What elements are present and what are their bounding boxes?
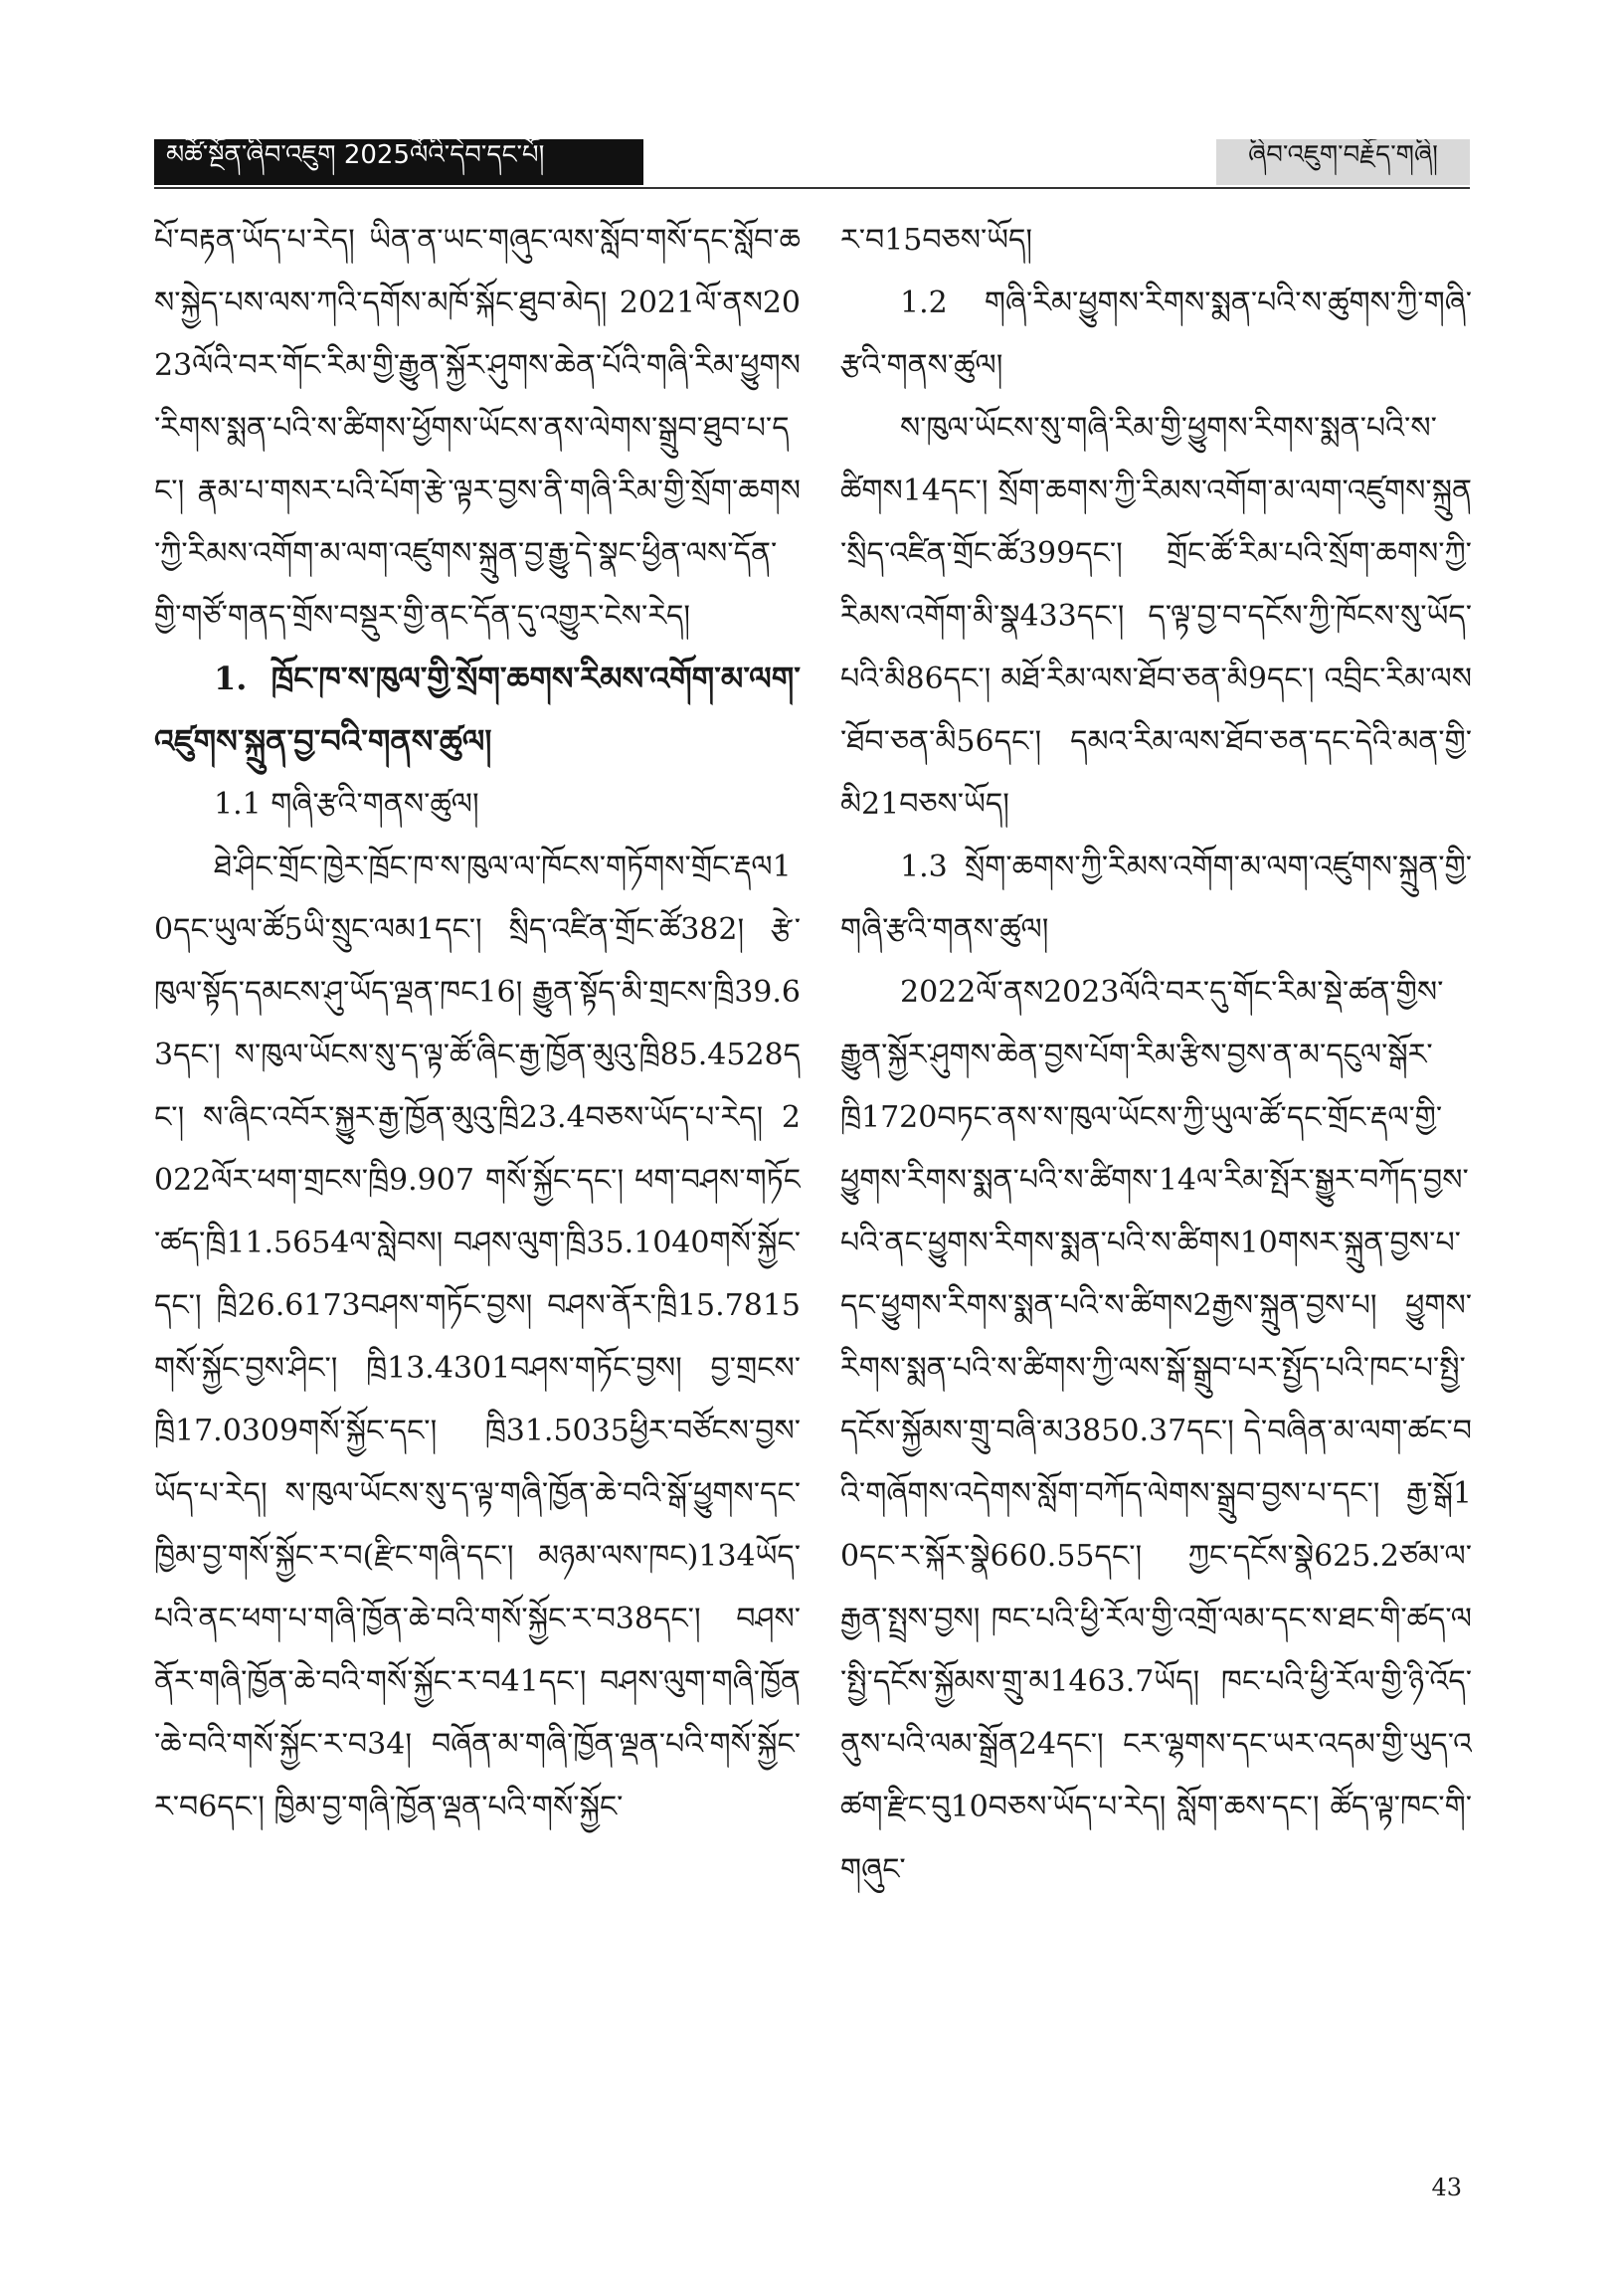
right-column <box>840 209 1472 2119</box>
subsection-heading: 1.2 གཞི་རིམ་ཕྱུགས་རིགས་སྨན་པའི་ས་ཚུགས་ཀྱི་གཞི་རྩའི་གནས་ཚུལ། <box>840 285 1472 383</box>
section-title-banner <box>1216 139 1470 185</box>
journal-title: མཚོ་སྔོན་ཞིབ་འཇུག 2025ལོའི་དེབ་དང་པོ། <box>166 139 545 170</box>
body-paragraph: ར་བ15བཅས་ཡོད། <box>840 223 1033 258</box>
subsection-heading: 1.3 སྲོག་ཆགས་ཀྱི་རིམས་འགོག་མ་ལག་འཛུགས་སྐྲུན་གྱི་གཞི་རྩའི་གནས་ཚུལ། <box>840 850 1472 947</box>
header-divider <box>154 187 1470 189</box>
left-column <box>154 209 801 2119</box>
body-paragraph: ཐེ་ཤིང་གྲོང་ཁྱེར་ཁྲོང་ཁ་ས་ཁུལ་ལ་ཁོངས་གཏོགས་གྲོང་རྡལ10དང་ཡུལ་ཚོ5ཡི་སྲུང་ལམ1དང་། སྲིད་འཛིན་གྲོང་ཚོ382། རྩེ་ཁུལ་སྟོད་དམངས་ཤུ་ཡོད་ལྡན་ཁང16། རྒྱུན་སྟོད་མི་གྲངས་ཁྲི39.63དང་། ས་ཁུལ་ཡོངས་སུ་ད་ལྟ་ཚོ་ཞིང་རྒྱ་ཁྱོན་མུའུ་ཁྲི85.4528དང་། ས་ཞིང་འབོར་སྐྱུར་རྒྱ་ཁྱོན་མུའུ་ཁྲི23.4བཅས་ཡོད་པ་རེད། 2022ལོར་ཕག་གྲངས་ཁྲི9.907 གསོ་སྐྱོང་དང་། ཕག་བཤས་གཏོང་ཚད་ཁྲི11.5654ལ་སླེབས། བཤས་ལུག་ཁྲི35.1040གསོ་སྐྱོང་དང་། ཁྲི26.6173བཤས་གཏོང་བྱས། བཤས་ནོར་ཁྲི15.7815གསོ་སྐྱོང་བྱས་ཤིང་། ཁྲི13.4301བཤས་གཏོང་བྱས། བྱ་གྲངས་ཁྲི17.0309གསོ་སྐྱོང་དང་། ཁྲི31.5035ཕྱིར་བཙོངས་བྱས་ཡོད་པ་རེད། ས་ཁུལ་ཡོངས་སུ་ད་ལྟ་གཞི་ཁྱོན་ཆེ་བའི་སྒོ་ཕྱུགས་དང་ཁྱིམ་བྱ་གསོ་སྐྱོང་ར་བ(རྫིང་གཞི་དང་། མཉམ་ལས་ཁང)134ཡོད་པའི་ནང་ཕག་པ་གཞི་ཁྱོན་ཆེ་བའི་གསོ་སྐྱོང་ར་བ38དང་། བཤས་ནོར་གཞི་ཁྱོན་ཆེ་བའི་གསོ་སྐྱོང་ར་བ41དང་། བཤས་ལུག་གཞི་ཁྱོན་ཆེ་བའི་གསོ་སྐྱོང་ར་བ34། བཞོན་མ་གཞི་ཁྱོན་ལྡན་པའི་གསོ་སྐྱོང་ར་བ6དང་། ཁྱིམ་བྱ་གཞི་ཁྱོན་ལྡན་པའི་གསོ་སྐྱོང་ <box>154 850 801 1824</box>
body-paragraph: ས་ཁུལ་ཡོངས་སུ་གཞི་རིམ་གྱི་ཕྱུགས་རིགས་སྨན་པའི་ས་ཚིགས14དང་། སྲོག་ཆགས་ཀྱི་རིམས་འགོག་མ་ལག་འཛུགས་སྐྲུན་སྲིད་འཛིན་གྲོང་ཚོ399དང་། གྲོང་ཚོ་རིམ་པའི་སྲོག་ཆགས་ཀྱི་རིམས་འགོག་མི་སྣ433དང་། ད་ལྟ་བྱ་བ་དངོས་ཀྱི་ཁོངས་སུ་ཡོད་པའི་མི86དང་། མཐོ་རིམ་ལས་ཐོབ་ཅན་མི9དང་། འབྲིང་རིམ་ལས་ཐོབ་ཅན་མི56དང་། དམའ་རིམ་ལས་ཐོབ་ཅན་དང་དེའི་མན་གྱི་མི21བཅས་ཡོད། <box>840 411 1472 822</box>
page-header <box>154 139 1470 191</box>
journal-title-banner <box>154 139 643 185</box>
page-number: 43 <box>1431 2174 1462 2201</box>
section-title: ཞིབ་འཇུག་བརྗོད་གཞི། <box>1248 139 1438 170</box>
body-paragraph: པོ་བརྟན་ཡོད་པ་རེད། ཡིན་ན་ཡང་གཞུང་ལས་སློབ་གསོ་དང་སློབ་ཆས་སྐྱེད་པས་ལས་ཀའི་དགོས་མཁོ་སྐོང་ཐུབ་མེད། 2021ལོ་ནས2023ལོའི་བར་གོང་རིམ་གྱི་རྒྱུན་སྐྱོར་ཤུགས་ཆེན་པོའི་གཞི་རིམ་ཕྱུགས་རིགས་སྨན་པའི་ས་ཚིགས་ཕྱོགས་ཡོངས་ནས་ལེགས་སྒྲུབ་ཐུབ་པ་དང་། རྣམ་པ་གསར་པའི་པོག་རྩེ་ལྟར་བྱས་ནི་གཞི་རིམ་གྱི་སྲོག་ཆགས་ཀྱི་རིམས་འགོག་མ་ལག་འཛུགས་སྐྲུན་བྱ་རྒྱུ་དེ་སྣང་ཕྱིན་ལས་དོན་གྱི་གཙོ་གནད་གྲོས་བསྡུར་གྱི་ནང་དོན་དུ་འགྱུར་ངེས་རེད། <box>154 223 801 634</box>
section-heading: 1. ཁྲོང་ཁ་ས་ཁུལ་གྱི་སྲོག་ཆགས་རིམས་འགོག་མ་ལག་འཛུགས་སྐྲུན་བྱ་བའི་གནས་ཚུལ། <box>154 660 801 760</box>
body-paragraph: 2022ལོ་ནས2023ལོའི་བར་དུ་གོང་རིམ་སྡེ་ཚན་གྱིས་རྒྱུན་སྐྱོར་ཤུགས་ཆེན་བྱས་པོག་རིམ་རྩིས་བྱས་ན་མ་དངུལ་སྒོར་ཁྲི1720བཏང་ནས་ས་ཁུལ་ཡོངས་ཀྱི་ཡུལ་ཚོ་དང་གྲོང་རྡལ་གྱི་ཕྱུགས་རིགས་སྨན་པའི་ས་ཚིགས་14ལ་རིམ་སྤོར་སྒྱུར་བཀོད་བྱས་པའི་ནང་ཕྱུགས་རིགས་སྨན་པའི་ས་ཚིགས10གསར་སྐྲུན་བྱས་པ་དང་ཕྱུགས་རིགས་སྨན་པའི་ས་ཚིགས2རྒྱས་སྐྲུན་བྱས་པ། ཕྱུགས་རིགས་སྨན་པའི་ས་ཚིགས་ཀྱི་ལས་སྒོ་སྒྲུབ་པར་སྤྱོད་པའི་ཁང་པ་སྤྱི་དངོས་སྐྱོམས་གྲུ་བཞི་མ3850.37དང་། དེ་བཞིན་མ་ལག་ཚང་བའི་གཞོགས་འདེགས་སློག་བཀོད་ལེགས་སྒྲུབ་བྱས་པ་དང་། རྒྱ་སྒོ10དང་ར་སྐོར་སྣེ660.55དང་། ཀྱང་དངོས་སྣེ625.2ཙམ་ལ་རྒྱན་སྤྲས་བྱས། ཁང་པའི་ཕྱི་རོལ་གྱི་འགྲོ་ལམ་དང་ས་ཐང་གི་ཚད་ལ་སྤྱི་དངོས་སྐྱོམས་གྲུ་མ1463.7ཡོད། ཁང་པའི་ཕྱི་རོལ་གྱི་ཉི་འོད་ནུས་པའི་ལམ་སྒྲོན24དང་། ངར་ལྷགས་དང་ཡར་འདམ་གྱི་ཡུད་འཚག་རྫིང་བུ10བཅས་ཡོད་པ་རེད། སློག་ཆས་དང་། ཚོད་ལྟ་ཁང་གི་གཞུང་ <box>840 975 1472 1887</box>
subsection-heading: 1.1 གཞི་རྩའི་གནས་ཚུལ། <box>214 787 479 822</box>
